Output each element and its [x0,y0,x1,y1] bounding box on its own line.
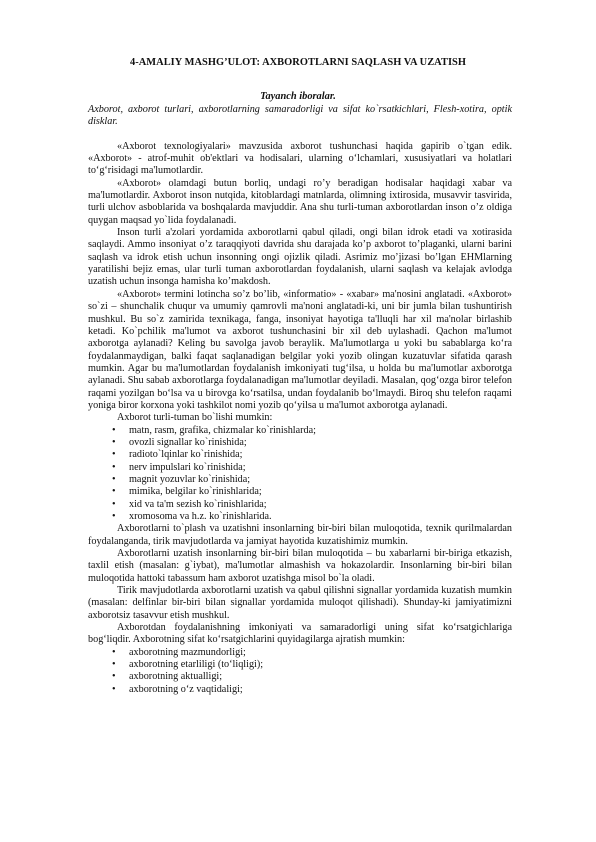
list-item [88,511,512,523]
list-item-text: axborotning mazmundorligi; [129,646,246,658]
list-item [88,449,512,461]
list-item [88,499,512,511]
paragraph: «Axborot» termini lotincha so’z bo’lib, «informatio» - «xabar» ma'nosini anglatadi. «Axborot» so`zi – shunchalik chuqur va umumiy qamrovli ma'noni anglatadi-ki, uni bir jumla bilan tushuntirish mushkul. Bu so`z zamirida texnikaga, fanga, insoniyat hayotiga ta'lluqli har xil ma'nolar birlashib ketadi. Ko`pchilik ma'lumot va axborot tushunchasini bir xil deb uylashadi. Qachon ma'lumot axborotga aylanadi? Keling bu savolga javob beraylik. Ma'lumotlarga u yoki bu sabablarga ko‘ra foydalanmaydigan, balki faqat saqlanadigan belgilar yoki yozib olingan kuzatuvlar sifatida qarash mumkin. Agar bu ma'lumotlardan foydalanish imkoniyati tug‘ilsa, u holda bu ma'lumotlar axborotga aylanadi. Shu sabab axborotlarga foydalanadigan ma'lumotlar deyiladi. Masalan, qog‘ozga biror telefon raqami yozilgan bo‘lsa va u birovga ko‘rsatilsa, undan foydalanib bo‘lmaydi. Biroq shu telefon raqami yoniga biror korxona yoki tashkilot nomi yozib qo‘yilsa u ma'lumot axborotga aylanadi. [88,288,512,411]
list-item-text: ovozli signallar ko`rinishida; [129,436,247,448]
list-item-text: radioto`lqinlar ko`rinishida; [129,449,243,461]
list-item [88,462,512,474]
bullet-icon: • [112,436,116,448]
axborot-types-list [88,425,512,524]
bullet-icon: • [112,473,116,485]
list-item [88,671,512,683]
list-item-text: matn, rasm, grafika, chizmalar ko`rinishlarda; [129,424,316,436]
paragraph: «Axborot» olamdagi butun borliq, undagi ro’y beradigan hodisalar haqidagi xabar va ma'lumotlardir. Axborot inson nutqida, kitoblardagi matnlarda, olimning ixtirosida, musavvir tasvirida, turli ulchov asboblarida va boshqalarda mavjuddir. Ana shu turli-tuman axborotlardan inson o’z oldiga quygan maqsad yo`lida foydalanadi. [88,177,512,226]
quality-indicators-list [88,647,512,696]
list-item-text: mimika, belgilar ko`rinishlarida; [129,486,262,498]
section-subtitle: Tayanch iboralar. [260,91,336,102]
list-intro: Axborot turli-tuman bo`lishi mumkin: [117,412,273,424]
list-item [88,474,512,486]
list-item-text: axborotning o‘z vaqtidaligi; [129,683,243,695]
bullet-icon: • [112,424,116,436]
list-item [88,486,512,498]
paragraph: Tirik mavjudotlarda axborotlarni uzatish va qabul qilishni signallar yordamida kuzatish mumkin (masalan: delfinlar bir-biri bilan signallar yordamida muloqot qilishadi). Shunday-ki jamiyatimizni axborotsiz tasavvur etish mushkul. [88,585,512,621]
list-item-text: axborotning etarliligi (to‘liqligi); [129,659,264,671]
keywords-paragraph: Axborot, axborot turlari, axborotlarning samaradorligi va sifat ko`rsatkichlari, Flesh-xotira, optik disklar. [88,104,512,128]
page-title: 4-AMALIY MASHG’ULOT: AXBOROTLARNI SAQLASH VA UZATISH [129,57,466,68]
document-body [88,104,512,696]
paragraph: «Axborot texnologiyalari» mavzusida axborot tushunchasi haqida gapirib o`tgan edik. «Axborot» - atrof-muhit ob'ektlari va hodisalari, ularning o‘lchamlari, xususiyatlari va holatlari to‘g‘risidagi ma'lumotlardir. [88,140,512,177]
list-item [88,425,512,437]
list-item [88,684,512,696]
bullet-icon: • [112,671,116,683]
list-item-text: magnit yozuvlar ko`rinishida; [129,473,251,485]
paragraph: Inson turli a'zolari yordamida axborotlarni qabul qiladi, ongi bilan idrok etadi va xotirasida saqlaydi. Ammo insoniyat o’z taraqqiyoti davrida shu darajada ko’p axborot to’plaganki, ularni barini saqlash va idrok etish uchun insonning ongi ojizlik qiladi. Asrimiz mo’jizasi bo’lgan EHMlarning yaratilishi bejiz emas, ular turli tuman axborotlardan foydalanish, ularni saqlash va kelajak avlodga uzatish uchun insonga hamisha ko’makdosh. [88,227,512,288]
bullet-icon: • [112,511,116,522]
list-item-text: xromosoma va h.z. ko`rinishlarida. [129,511,272,522]
paragraph: Axborotlarni uzatish insonlarning bir-biri bilan muloqotida – bu xabarlarni bir-biriga etkazish, taxlil etish (masalan: g`iybat), ma'lumotlar almashish va hokazolardir. Insonlarning bir-biri bilan muloqotida hattoki tabassum ham axborot uzatishga misol bo`la oladi. [88,548,512,584]
bullet-icon: • [112,498,116,510]
paragraph: Axborotlarni to`plash va uzatishni insonlarning bir-biri bilan muloqotida, texnik qurilmalardan foydalanganda, tirik mavjudotlarda va jamiyat hayotida kuzatishimiz mumkin. [88,523,512,547]
bullet-icon: • [112,683,116,695]
bullet-icon: • [112,659,116,671]
list-item [88,437,512,449]
list-item-text: nerv impulslari ko`rinishida; [129,461,246,473]
bullet-icon: • [112,486,116,498]
list-item [88,659,512,671]
list-item-text: xid va ta'm sezish ko`rinishlarida; [129,498,267,510]
list-intro: Axborotdan foydalanishning imkoniyati va samaradorligi uning sifat ko‘rsatgichlariga bog‘liqdir. Axborotning sifat ko‘rsatgichlarini quyidagilarga ajratish mumkin: [88,622,512,646]
list-item-text: axborotning aktualligi; [129,671,223,683]
bullet-icon: • [112,646,116,658]
bullet-icon: • [112,461,116,473]
bullet-icon: • [112,449,116,461]
list-item [88,647,512,659]
